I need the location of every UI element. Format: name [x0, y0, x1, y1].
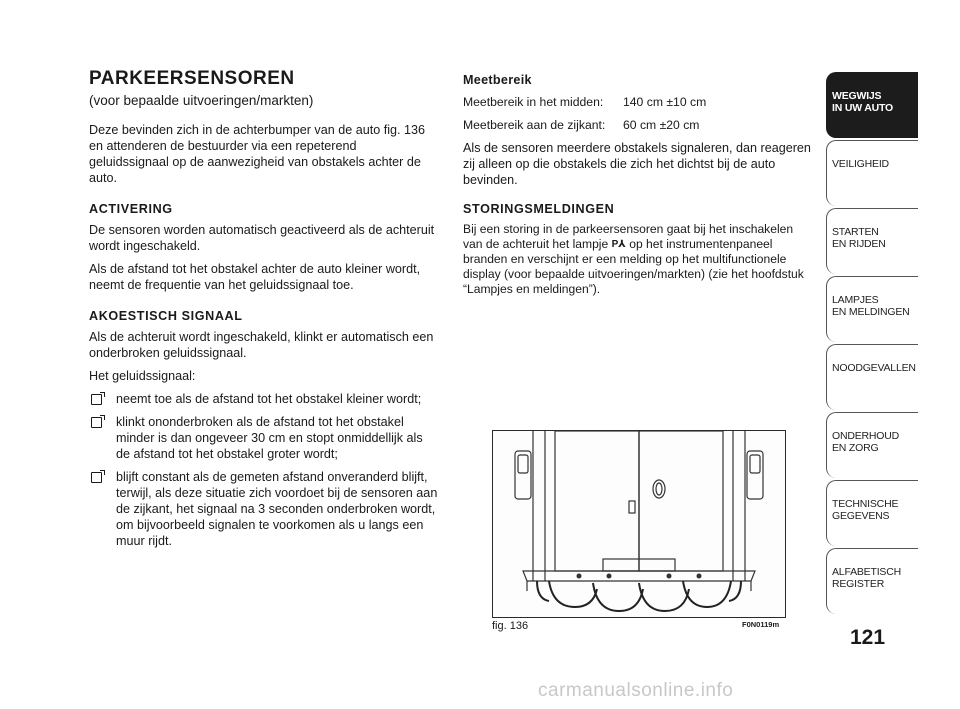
activering-paragraph-2: Als de afstand tot het obstakel achter de auto kleiner wordt, neemt de frequentie van het geluidssignaal toe. — [89, 262, 421, 292]
page-title: PARKEERSENSOREN — [89, 68, 295, 89]
meetbereik-paragraph: Als de sensoren meerdere obstakels signaleren, dan reageren zij alleen op die obstakels die zich het dichtst bij de auto bevinden. — [463, 141, 811, 187]
range-middle-label: Meetbereik in het midden: — [463, 95, 604, 109]
checkbox-bullet-icon — [91, 394, 102, 405]
tab-noodgevallen[interactable]: NOODGEVALLEN — [826, 344, 918, 410]
storing-heading: STORINGSMELDINGEN — [463, 202, 615, 216]
parking-sensor-warning-icon: P⅄ — [611, 239, 626, 250]
right-column — [463, 73, 813, 304]
akoestisch-heading: AKOESTISCH SIGNAAL — [89, 309, 243, 323]
list-item: neemt toe als de afstand tot het obstakel kleiner wordt; — [89, 391, 439, 407]
tab-wegwijs[interactable]: WEGWIJS IN UW AUTO — [826, 72, 918, 138]
range-middle-row — [463, 94, 813, 110]
checkbox-bullet-icon — [91, 417, 102, 428]
akoestisch-paragraph-1: Als de achteruit wordt ingeschakeld, klinkt er automatisch een onderbroken geluidssignaal. — [89, 330, 434, 360]
akoestisch-paragraph-2: Het geluidssignaal: — [89, 369, 196, 383]
list-item: blijft constant als de gemeten afstand onveranderd blijft, terwijl, als deze situatie zich voordoet bij de sensoren aan de zijkant, het signaal na 3 seconden onderbroken wordt, om bijvoorbeeld signalen te voorkomen als u langs een muur rijdt. — [89, 469, 439, 549]
chapter-tabs — [826, 72, 918, 616]
left-column — [89, 68, 439, 556]
tab-starten[interactable]: STARTEN EN RIJDEN — [826, 208, 918, 274]
range-side-row — [463, 117, 813, 133]
page-subtitle: (voor bepaalde uitvoeringen/markten) — [89, 93, 314, 108]
signal-bullet-list — [89, 391, 439, 549]
range-middle-value: 140 cm ±10 cm — [623, 95, 707, 109]
tab-veiligheid[interactable]: VEILIGHEID — [826, 140, 918, 206]
van-rear-illustration — [493, 431, 785, 617]
watermark: carmanualsonline.info — [538, 680, 734, 701]
page-number: 121 — [850, 626, 886, 649]
activering-heading: ACTIVERING — [89, 202, 173, 216]
tab-onderhoud[interactable]: ONDERHOUD EN ZORG — [826, 412, 918, 478]
checkbox-bullet-icon — [91, 472, 102, 483]
storing-paragraph: Bij een storing in de parkeersensoren gaat bij het inschakelen van de achteruit het lampje P⅄ op het instrumentenpaneel branden en verschijnt er een melding op het multifunctionele display (voor bepaalde uitvoeringen/markten) (zie het hoofdstuk “Lampjes en meldingen”). — [463, 222, 804, 296]
range-side-label: Meetbereik aan de zijkant: — [463, 118, 606, 132]
list-item: klinkt ononderbroken als de afstand tot het obstakel minder is dan ongeveer 30 cm en stopt onmiddellijk als de afstand tot het obstakel groter wordt; — [89, 414, 439, 462]
tab-lampjes[interactable]: LAMPJES EN MELDINGEN — [826, 276, 918, 342]
tab-technische[interactable]: TECHNISCHE GEGEVENS — [826, 480, 918, 546]
intro-paragraph: Deze bevinden zich in de achterbumper van de auto fig. 136 en attenderen de bestuurder via een repeterend geluidssignaal op de aanwezigheid van obstakels achter de auto. — [89, 123, 426, 185]
range-side-value: 60 cm ±20 cm — [623, 118, 700, 132]
tab-alfabetisch[interactable]: ALFABETISCH REGISTER — [826, 548, 918, 614]
activering-paragraph-1: De sensoren worden automatisch geactiveerd als de achteruit wordt ingeschakeld. — [89, 223, 435, 253]
figure-caption: fig. 136 — [492, 620, 529, 632]
rear-bumper-sensor-figure — [492, 430, 786, 618]
meetbereik-heading: Meetbereik — [463, 73, 532, 87]
figure-code: F0N0119m — [742, 620, 780, 629]
